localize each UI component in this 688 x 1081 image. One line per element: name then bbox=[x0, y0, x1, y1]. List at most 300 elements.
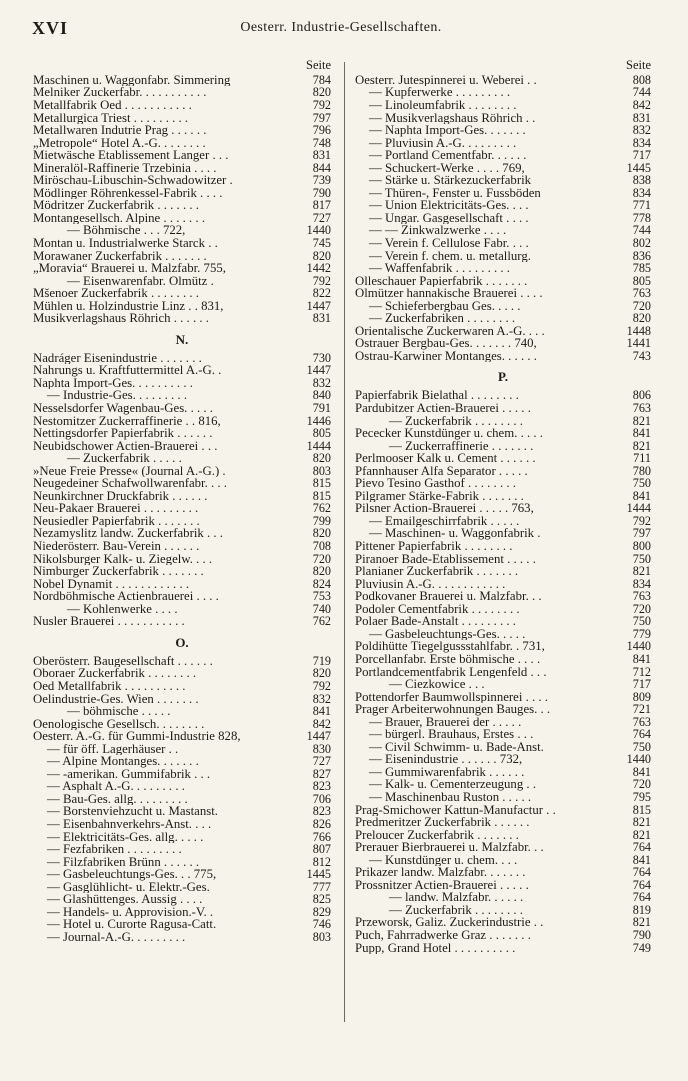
entry-page: 821 bbox=[632, 827, 651, 842]
index-entry bbox=[355, 389, 651, 402]
entry-name: Neubidschower Actien-Brauerei . . . bbox=[33, 439, 218, 453]
entry-name: Pupp, Grand Hotel . . . . . . . . . . bbox=[355, 941, 516, 955]
index-entry bbox=[355, 312, 651, 325]
index-entry bbox=[355, 703, 651, 716]
entry-page: 743 bbox=[632, 348, 651, 363]
entry-name: — Gasbeleuchtungs-Ges. . . . . bbox=[369, 627, 526, 641]
entry-name: Nadráger Eisenindustrie . . . . . . . bbox=[33, 351, 202, 365]
index-entry bbox=[33, 74, 331, 87]
entry-page: 795 bbox=[632, 789, 651, 804]
entry-name: Oberösterr. Baugesellschaft . . . . . . bbox=[33, 654, 213, 668]
entry-page: 840 bbox=[312, 388, 331, 403]
index-entry bbox=[33, 224, 331, 237]
entry-name: — Ciezkowice . . . bbox=[389, 678, 485, 691]
index-entry bbox=[33, 212, 331, 225]
entry-name: Mietwäsche Etablissement Langer . . . bbox=[33, 149, 229, 162]
entry-page: 820 bbox=[312, 526, 331, 541]
entry-name: — Asphalt A.-G. . . . . . . . . bbox=[47, 780, 185, 793]
entry-page: 823 bbox=[312, 804, 331, 819]
index-entry bbox=[355, 86, 651, 99]
entry-page: 740 bbox=[312, 601, 331, 616]
entry-page: 764 bbox=[632, 865, 651, 880]
entry-page: 792 bbox=[632, 513, 651, 528]
index-entry bbox=[33, 843, 331, 856]
index-entry bbox=[355, 112, 651, 125]
index-entry bbox=[355, 929, 651, 942]
entry-page: 1447 bbox=[306, 298, 331, 313]
entry-name: — Gummiwarenfabrik . . . . . . bbox=[369, 765, 525, 779]
entry-page: 831 bbox=[312, 148, 331, 163]
entry-name: Pittener Papierfabrik . . . . . . . . bbox=[355, 540, 513, 553]
entry-name: — Eisenwarenfabr. Olmütz . bbox=[67, 274, 214, 288]
entry-name: Ostrau-Karwiner Montanges. . . . . . bbox=[355, 349, 537, 363]
entry-name: Niederösterr. Bau-Verein . . . . . . bbox=[33, 540, 200, 553]
entry-name: Prerauer Bierbrauerei u. Malzfabr. . . bbox=[355, 841, 544, 854]
entry-name: Planianer Zuckerfabrik . . . . . . . bbox=[355, 565, 519, 578]
index-entry bbox=[33, 515, 331, 528]
index-entry bbox=[355, 615, 651, 628]
index-entry bbox=[355, 916, 651, 929]
index-entry bbox=[355, 766, 651, 779]
entry-name: Orientalische Zuckerwaren A.-G. . . . bbox=[355, 324, 545, 338]
index-entry bbox=[33, 918, 331, 931]
entry-page: 799 bbox=[312, 513, 331, 528]
entry-name: Montangesellsch. Alpine . . . . . . . bbox=[33, 211, 206, 225]
index-entry bbox=[33, 86, 331, 99]
index-entry bbox=[33, 553, 331, 566]
index-entry bbox=[33, 540, 331, 553]
page-title: Oesterr. Industrie-Gesellschaften. bbox=[240, 20, 442, 35]
index-entry bbox=[33, 250, 331, 263]
entry-page: 812 bbox=[312, 854, 331, 869]
entry-name: — -amerikan. Gummifabrik . . . bbox=[47, 767, 211, 781]
index-entry bbox=[355, 300, 651, 313]
entry-name: — Zuckerfabriken . . . . . . . . bbox=[369, 312, 516, 325]
entry-page: 832 bbox=[632, 123, 651, 138]
index-entry bbox=[33, 831, 331, 844]
entry-page: 819 bbox=[632, 902, 651, 917]
entry-name: Perlmooser Kalk u. Cement . . . . . . bbox=[355, 452, 536, 465]
index-entry bbox=[33, 452, 331, 465]
entry-name: Maschinen u. Waggonfabr. Simmering bbox=[33, 73, 231, 87]
entry-name: Nordböhmische Actienbrauerei . . . . bbox=[33, 590, 219, 603]
entry-page: 764 bbox=[632, 727, 651, 742]
entry-name: Nezamyslitz landw. Zuckerfabrik . . . bbox=[33, 527, 223, 541]
entry-name: — Böhmische . . . 722, bbox=[67, 224, 186, 237]
index-entry bbox=[33, 415, 331, 428]
entry-page: 805 bbox=[632, 273, 651, 288]
entry-page: 820 bbox=[312, 564, 331, 579]
index-entry bbox=[33, 565, 331, 578]
entry-page: 730 bbox=[312, 350, 331, 365]
entry-page: 753 bbox=[312, 589, 331, 604]
index-entry bbox=[33, 124, 331, 137]
entry-name: Papierfabrik Bielathal . . . . . . . . bbox=[355, 389, 519, 403]
entry-page: 802 bbox=[632, 236, 651, 250]
entry-name: Neugedeiner Schafwollwarenfabr. . . . bbox=[33, 477, 228, 490]
page-number: XVI bbox=[32, 18, 69, 38]
entry-page: 815 bbox=[312, 488, 331, 503]
entry-page: 745 bbox=[312, 236, 331, 250]
entry-page: 727 bbox=[312, 210, 331, 225]
entry-name: Pluviusin A.-G. . . . . . . . . . . . bbox=[355, 577, 506, 591]
index-entry bbox=[355, 199, 651, 212]
index-entry bbox=[355, 691, 651, 704]
index-entry bbox=[355, 287, 651, 300]
index-entry bbox=[355, 149, 651, 162]
page-header bbox=[32, 18, 650, 40]
entry-page: 1447 bbox=[306, 729, 331, 744]
index-entry bbox=[33, 881, 331, 894]
entry-name: Mödritzer Zuckerfabrik . . . . . . . bbox=[33, 199, 199, 212]
entry-name: — Gasglühlicht- u. Elektr.-Ges. bbox=[47, 880, 210, 894]
entry-page: 706 bbox=[312, 791, 331, 806]
index-entry bbox=[355, 275, 651, 288]
entry-name: — — Zinkwalzwerke . . . . bbox=[369, 224, 507, 237]
index-entry bbox=[33, 578, 331, 591]
index-entry bbox=[33, 655, 331, 668]
entry-page: 821 bbox=[632, 438, 651, 453]
entry-name: — Zuckerraffinerie . . . . . . . bbox=[389, 439, 534, 453]
entry-page: 815 bbox=[312, 476, 331, 491]
index-entry bbox=[355, 440, 651, 453]
entry-name: — Fezfabriken . . . . . . . . . bbox=[47, 843, 182, 856]
entry-page: 762 bbox=[312, 614, 331, 629]
index-entry bbox=[33, 99, 331, 112]
entry-page: 712 bbox=[632, 664, 651, 679]
index-entry bbox=[355, 841, 651, 854]
index-entry bbox=[33, 743, 331, 756]
index-entry bbox=[33, 693, 331, 706]
entry-name: — für öff. Lagerhäuser . . bbox=[47, 742, 179, 756]
entry-name: Prag-Smichower Kattun-Manufactur . . bbox=[355, 803, 556, 817]
entry-name: — Filzfabriken Brünn . . . . . . bbox=[47, 855, 200, 869]
entry-name: — Handels- u. Approvision.-V. . bbox=[47, 905, 214, 919]
entry-page: 720 bbox=[632, 298, 651, 313]
entry-page: 820 bbox=[312, 248, 331, 263]
index-entry bbox=[355, 74, 651, 87]
index-entry bbox=[355, 678, 651, 691]
index-entry bbox=[33, 364, 331, 377]
entry-page: 779 bbox=[632, 626, 651, 641]
entry-name: — Brauer, Brauerei der . . . . . bbox=[369, 715, 522, 729]
entry-name: — Linoleumfabrik . . . . . . . . bbox=[369, 98, 517, 112]
entry-page: 1441 bbox=[626, 336, 651, 351]
entry-page: 820 bbox=[632, 311, 651, 326]
entry-name: Pececker Kunstdünger u. chem. . . . . bbox=[355, 427, 543, 440]
entry-name: — Borstenviehzucht u. Mastanst. bbox=[47, 805, 218, 818]
entry-name: — Gasbeleuchtungs-Ges. . . 775, bbox=[47, 868, 217, 881]
index-entry bbox=[355, 728, 651, 741]
entry-page: 711 bbox=[633, 451, 651, 466]
entry-page: 841 bbox=[632, 426, 651, 441]
entry-name: Ostrauer Bergbau-Ges. . . . . . . 740, bbox=[355, 337, 537, 350]
column-divider bbox=[344, 62, 345, 1022]
entry-name: Montan u. Industrialwerke Starck . . bbox=[33, 237, 218, 250]
entry-page: 750 bbox=[632, 739, 651, 754]
entry-page: 764 bbox=[632, 877, 651, 892]
index-entry bbox=[355, 778, 651, 791]
entry-name: Nikolsburger Kalk- u. Ziegelw. . . . bbox=[33, 552, 213, 566]
index-entry bbox=[33, 868, 331, 881]
entry-page: 739 bbox=[312, 173, 331, 188]
section-letter: N. bbox=[175, 331, 189, 347]
entry-name: Oenologische Gesellsch. . . . . . . . bbox=[33, 717, 205, 731]
index-entry bbox=[33, 199, 331, 212]
entry-name: Predmeritzer Zuckerfabrik . . . . . . bbox=[355, 816, 530, 829]
index-entry bbox=[355, 515, 651, 528]
index-entry bbox=[355, 716, 651, 729]
entry-page: 720 bbox=[632, 777, 651, 792]
entry-name: Metallurgica Triest . . . . . . . . . bbox=[33, 111, 189, 125]
entry-page: 836 bbox=[632, 248, 651, 263]
index-entry bbox=[355, 879, 651, 892]
entry-name: Metallfabrik Oed . . . . . . . . . . . bbox=[33, 98, 192, 112]
entry-page: 831 bbox=[632, 110, 651, 125]
index-entry bbox=[355, 891, 651, 904]
entry-name: Mšenoer Zuckerfabrik . . . . . . . . bbox=[33, 287, 199, 300]
entry-page: 1440 bbox=[306, 223, 331, 238]
index-entry bbox=[33, 275, 331, 288]
entry-page: 842 bbox=[632, 97, 651, 112]
entry-page: 820 bbox=[312, 451, 331, 466]
entry-page: 834 bbox=[632, 135, 651, 150]
entry-page: 784 bbox=[312, 72, 331, 87]
entry-page: 826 bbox=[312, 816, 331, 831]
entry-name: Nobel Dynamit . . . . . . . . . . . . bbox=[33, 577, 190, 591]
index-entry bbox=[355, 866, 651, 879]
entry-page: 792 bbox=[312, 273, 331, 288]
entry-page: 1447 bbox=[306, 363, 331, 378]
entry-name: — Civil Schwimm- u. Bade-Anst. bbox=[369, 740, 544, 754]
index-entry bbox=[355, 942, 651, 955]
entry-name: Miröschau-Libuschin-Schwadowitzer . bbox=[33, 174, 233, 187]
index-entry bbox=[355, 465, 651, 478]
entry-name: Portlandcementfabrik Lengenfeld . . . bbox=[355, 665, 547, 679]
entry-name: — Maschinen- u. Waggonfabrik . bbox=[369, 527, 541, 541]
entry-name: Pardubitzer Actien-Brauerei . . . . . bbox=[355, 402, 531, 415]
entry-page: 803 bbox=[312, 463, 331, 478]
entry-page: 791 bbox=[312, 401, 331, 416]
index-entry bbox=[33, 527, 331, 540]
entry-name: — Bau-Ges. allg. . . . . . . . . bbox=[47, 792, 188, 806]
index-entry bbox=[33, 174, 331, 187]
entry-page: 1448 bbox=[626, 323, 651, 338]
index-entry bbox=[33, 352, 331, 365]
entry-name: — Eisenindustrie . . . . . . 732, bbox=[369, 753, 523, 766]
entry-page: 809 bbox=[632, 689, 651, 704]
entry-page: 790 bbox=[632, 927, 651, 942]
entry-name: — Maschinenbau Ruston . . . . . bbox=[369, 790, 532, 804]
entry-name: Pilsner Action-Brauerei . . . . . 763, bbox=[355, 502, 534, 515]
entry-page: 841 bbox=[632, 488, 651, 503]
entry-page: 827 bbox=[312, 766, 331, 781]
entry-name: »Neue Freie Presse« (Journal A.-G.) . bbox=[33, 464, 226, 478]
entry-page: 764 bbox=[632, 890, 651, 905]
entry-name: — Schieferbergbau Ges. . . . . bbox=[369, 299, 521, 313]
index-entry bbox=[33, 149, 331, 162]
entry-name: Prager Arbeiterwohnungen Bauges. . . bbox=[355, 703, 551, 716]
entry-name: — landw. Malzfabr. . . . . . bbox=[389, 891, 524, 904]
entry-page: 764 bbox=[632, 840, 651, 855]
entry-page: 1442 bbox=[306, 261, 331, 276]
entry-page: 825 bbox=[312, 892, 331, 907]
index-entry bbox=[33, 187, 331, 200]
index-entry bbox=[355, 603, 651, 616]
entry-name: Nahrungs u. Kraftfuttermittel A.-G. . bbox=[33, 364, 222, 377]
section-letter: P. bbox=[498, 369, 508, 385]
index-entry bbox=[355, 415, 651, 428]
entry-name: Nesselsdorfer Wagenbau-Ges. . . . . bbox=[33, 402, 213, 415]
section-letter: O. bbox=[175, 634, 189, 650]
entry-page: 744 bbox=[632, 85, 651, 100]
entry-page: 717 bbox=[632, 677, 651, 692]
entry-name: Pottendorfer Baumwollspinnerei . . . . bbox=[355, 690, 548, 704]
entry-name: Melniker Zuckerfabr. . . . . . . . . . . bbox=[33, 86, 207, 99]
entry-name: — böhmische . . . . . bbox=[67, 705, 171, 718]
index-entry bbox=[355, 99, 651, 112]
index-entry bbox=[355, 477, 651, 490]
index-entry bbox=[33, 590, 331, 603]
index-entry bbox=[33, 312, 331, 325]
entry-name: Podkovaner Brauerei u. Malzfabr. . . bbox=[355, 590, 542, 603]
entry-name: — Glashüttenges. Aussig . . . . bbox=[47, 893, 203, 906]
entry-page: 717 bbox=[632, 148, 651, 163]
entry-name: — bürgerl. Brauhaus, Erstes . . . bbox=[369, 728, 534, 741]
entry-page: 744 bbox=[632, 223, 651, 238]
entry-name: — Verein f. Cellulose Fabr. . . . bbox=[369, 237, 529, 250]
entry-name: Porcellanfabr. Erste böhmische . . . . bbox=[355, 652, 541, 666]
index-entry bbox=[355, 402, 651, 415]
index-entry bbox=[33, 906, 331, 919]
entry-name: — Industrie-Ges. . . . . . . . . bbox=[47, 389, 188, 403]
entry-page: 750 bbox=[632, 614, 651, 629]
entry-page: 806 bbox=[632, 388, 651, 403]
index-entry bbox=[355, 224, 651, 237]
left-index-column bbox=[33, 58, 331, 943]
index-entry bbox=[355, 137, 651, 150]
entry-page: 763 bbox=[632, 714, 651, 729]
index-entry bbox=[33, 502, 331, 515]
entry-name: — Verein f. chem. u. metallurg. bbox=[369, 249, 531, 263]
index-entry bbox=[355, 427, 651, 440]
index-entry bbox=[33, 730, 331, 743]
index-entry bbox=[33, 793, 331, 806]
index-entry bbox=[355, 325, 651, 338]
index-entry bbox=[355, 854, 651, 867]
entry-page: 708 bbox=[312, 539, 331, 554]
entry-page: 780 bbox=[632, 463, 651, 478]
entry-name: Prikazer landw. Malzfabr. . . . . . . bbox=[355, 866, 526, 879]
index-entry bbox=[355, 237, 651, 250]
entry-page: 721 bbox=[632, 702, 651, 717]
entry-name: — Kohlenwerke . . . . bbox=[67, 602, 178, 616]
entry-name: Pievo Tesino Gasthof . . . . . . . . bbox=[355, 477, 516, 490]
entry-name: — Journal-A.-G. . . . . . . . . bbox=[47, 930, 186, 944]
entry-page: 720 bbox=[632, 601, 651, 616]
entry-page: 1444 bbox=[306, 438, 331, 453]
index-entry bbox=[33, 112, 331, 125]
entry-page: 763 bbox=[632, 401, 651, 416]
entry-page: 841 bbox=[632, 764, 651, 779]
entry-page: 832 bbox=[312, 375, 331, 390]
index-entry bbox=[355, 490, 651, 503]
entry-name: Mineralöl-Raffinerie Trzebinia . . . . bbox=[33, 161, 217, 175]
entry-page: 750 bbox=[632, 476, 651, 491]
entry-page: 790 bbox=[312, 185, 331, 200]
entry-name: Przeworsk, Galiz. Zuckerindustrie . . bbox=[355, 916, 544, 929]
entry-page: 720 bbox=[312, 551, 331, 566]
index-entry bbox=[33, 705, 331, 718]
index-entry bbox=[355, 553, 651, 566]
entry-name: Pfannhauser Alfa Separator . . . . . bbox=[355, 464, 528, 478]
index-entry bbox=[33, 856, 331, 869]
entry-page: 831 bbox=[312, 311, 331, 326]
entry-page: 805 bbox=[312, 426, 331, 441]
index-entry bbox=[33, 162, 331, 175]
entry-page: 824 bbox=[312, 576, 331, 591]
entry-page: 832 bbox=[312, 691, 331, 706]
entry-name: Neu-Pakaer Brauerei . . . . . . . . . bbox=[33, 502, 199, 515]
index-entry bbox=[33, 262, 331, 275]
entry-page: 1445 bbox=[306, 867, 331, 882]
entry-name: — Naphta Import-Ges. . . . . . . bbox=[369, 124, 526, 137]
index-entry bbox=[33, 477, 331, 490]
index-entry bbox=[355, 804, 651, 817]
entry-name: — Union Elektricitäts-Ges. . . . bbox=[369, 199, 529, 212]
index-entry bbox=[33, 237, 331, 250]
entry-name: — Waffenfabrik . . . . . . . . . bbox=[369, 262, 511, 275]
entry-page: 817 bbox=[312, 198, 331, 213]
entry-name: Metallwaren Indutrie Prag . . . . . . bbox=[33, 124, 207, 137]
entry-name: Pilgramer Stärke-Fabrik . . . . . . . bbox=[355, 489, 524, 503]
entry-name: — Zuckerfabrik . . . . . . . . bbox=[389, 903, 523, 917]
index-entry bbox=[355, 350, 651, 363]
entry-page: 830 bbox=[312, 741, 331, 756]
entry-name: — Ungar. Gasgesellschaft . . . . bbox=[369, 211, 529, 225]
entry-page: 821 bbox=[632, 413, 651, 428]
entry-page: 1444 bbox=[626, 501, 651, 516]
entry-page: 1446 bbox=[306, 413, 331, 428]
entry-page: 763 bbox=[632, 589, 651, 604]
entry-page: 844 bbox=[312, 160, 331, 175]
entry-page: 823 bbox=[312, 779, 331, 794]
index-entry bbox=[355, 540, 651, 553]
entry-name: Oelindustrie-Ges. Wien . . . . . . . bbox=[33, 692, 199, 706]
entry-page: 750 bbox=[632, 551, 651, 566]
index-entry bbox=[355, 162, 651, 175]
entry-name: Puch, Fahrradwerke Graz . . . . . . . bbox=[355, 928, 531, 942]
entry-name: — Kunstdünger u. chem. . . . bbox=[369, 853, 518, 867]
entry-name: — Stärke u. Stärkezuckerfabrik bbox=[369, 174, 532, 187]
index-entry bbox=[355, 653, 651, 666]
entry-page: 820 bbox=[312, 666, 331, 681]
entry-name: Nimburger Zuckerfabrik . . . . . . . bbox=[33, 565, 204, 578]
index-entry bbox=[33, 818, 331, 831]
entry-name: — Pluviusin A.-G. . . . . . . . . bbox=[369, 136, 517, 150]
entry-name: Naphta Import-Ges. . . . . . . . . . bbox=[33, 376, 193, 390]
entry-name: Nestomitzer Zuckerraffinerie . . 816, bbox=[33, 414, 221, 428]
index-entry bbox=[33, 893, 331, 906]
entry-name: Preloucer Zuckerfabrik . . . . . . . bbox=[355, 828, 519, 842]
entry-page: 797 bbox=[312, 110, 331, 125]
index-entry bbox=[33, 137, 331, 150]
index-entry bbox=[355, 791, 651, 804]
entry-name: Piranoer Bade-Etablissement . . . . . bbox=[355, 552, 536, 566]
entry-name: — Eisenbahnverkehrs-Anst. . . . bbox=[47, 817, 212, 831]
entry-name: Poldihütte Tiegelgussstahlfabr. . 731, bbox=[355, 640, 545, 653]
entry-page: 841 bbox=[312, 704, 331, 719]
